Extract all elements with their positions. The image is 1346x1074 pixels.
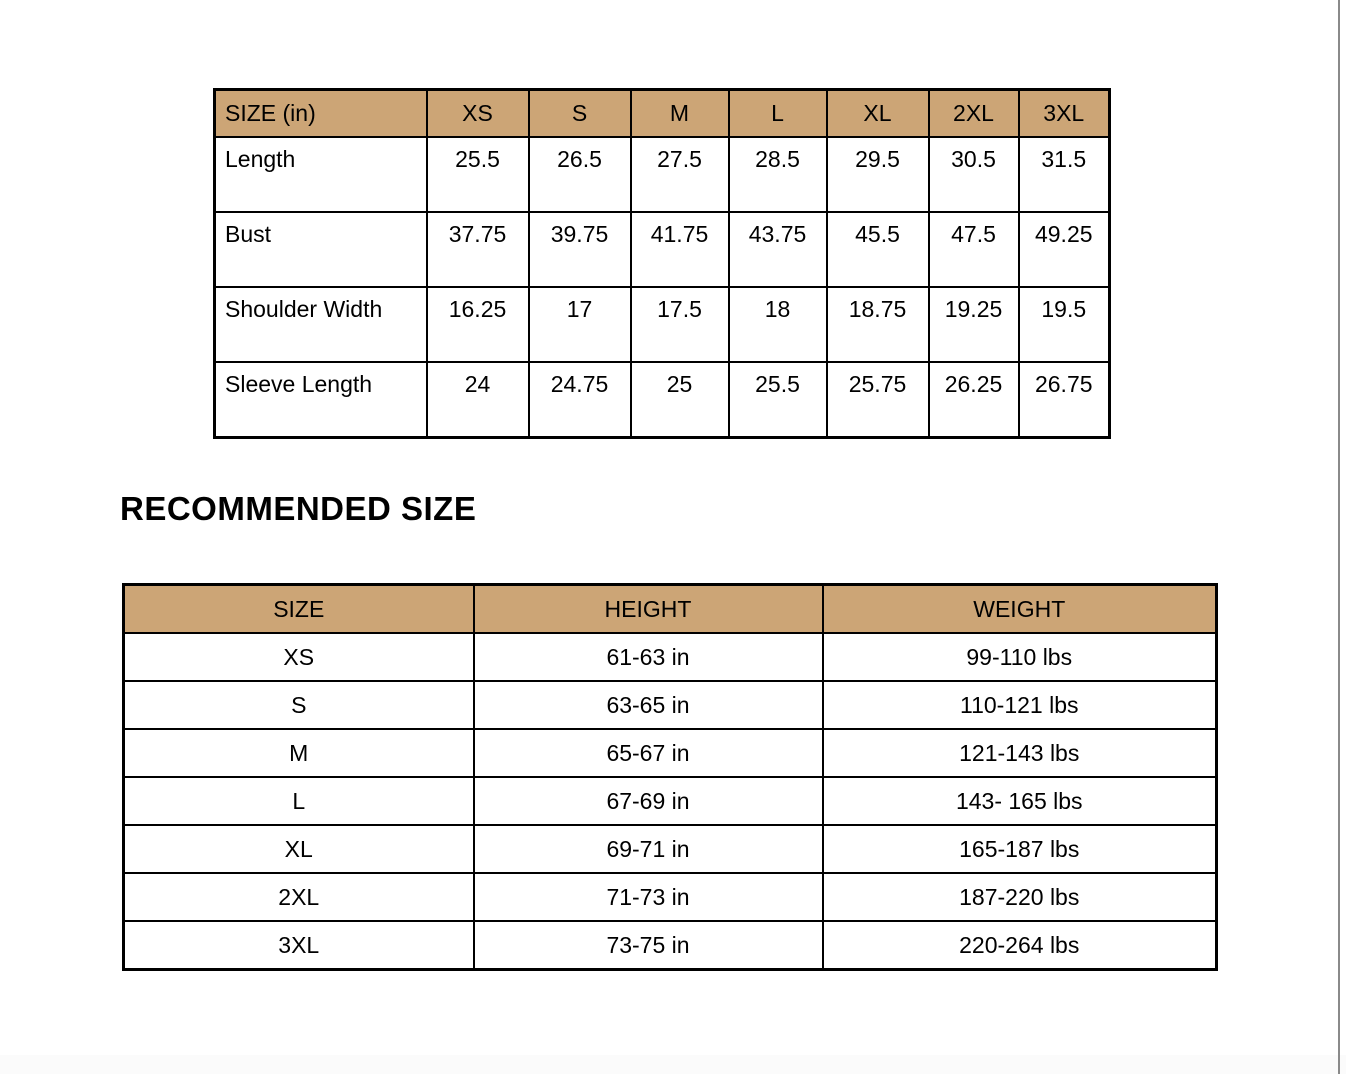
measurement-value-cell: 25.5 [729,362,827,438]
size-chart-col-header: XS [427,90,529,138]
table-row [124,777,1217,825]
measurement-value-cell: 39.75 [529,212,631,287]
measurement-value-cell: 17 [529,287,631,362]
recommended-weight-cell: 143- 165 lbs [823,777,1217,825]
recommended-height-cell: 61-63 in [474,633,823,681]
recommended-height-cell: 63-65 in [474,681,823,729]
table-row [215,212,1110,287]
measurement-value-cell: 18.75 [827,287,929,362]
size-chart-table [213,88,1111,439]
recommended-weight-cell: 220-264 lbs [823,921,1217,970]
measurement-value-cell: 19.25 [929,287,1019,362]
table-row [124,921,1217,970]
table-row [215,137,1110,212]
measurement-value-cell: 31.5 [1019,137,1110,212]
recommended-weight-cell: 165-187 lbs [823,825,1217,873]
recommended-size-cell: M [124,729,474,777]
recommended-size-cell: L [124,777,474,825]
size-chart-col-header: 2XL [929,90,1019,138]
bottom-band [0,1055,1346,1074]
recommended-height-cell: 71-73 in [474,873,823,921]
table-row [215,362,1110,438]
recommended-col-header: SIZE [124,585,474,634]
measurement-value-cell: 19.5 [1019,287,1110,362]
recommended-height-cell: 67-69 in [474,777,823,825]
measurement-value-cell: 27.5 [631,137,729,212]
size-chart-col-header: M [631,90,729,138]
table-row [124,681,1217,729]
recommended-weight-cell: 121-143 lbs [823,729,1217,777]
size-chart-col-header: 3XL [1019,90,1110,138]
recommended-weight-cell: 187-220 lbs [823,873,1217,921]
measurement-label-cell: Bust [215,212,427,287]
table-row [124,633,1217,681]
table-row [124,729,1217,777]
size-chart-col-header: SIZE (in) [215,90,427,138]
measurement-value-cell: 24 [427,362,529,438]
recommended-size-heading: RECOMMENDED SIZE [120,490,477,527]
measurement-value-cell: 28.5 [729,137,827,212]
measurement-value-cell: 26.5 [529,137,631,212]
recommended-size-table [122,583,1218,971]
measurement-value-cell: 25.5 [427,137,529,212]
measurement-value-cell: 16.25 [427,287,529,362]
measurement-label-cell: Shoulder Width [215,287,427,362]
recommended-header-row [124,585,1217,634]
measurement-value-cell: 47.5 [929,212,1019,287]
measurement-label-cell: Length [215,137,427,212]
size-chart-col-header: XL [827,90,929,138]
size-chart-header-row [215,90,1110,138]
recommended-height-cell: 73-75 in [474,921,823,970]
measurement-value-cell: 26.75 [1019,362,1110,438]
recommended-size-cell: XL [124,825,474,873]
recommended-size-cell: 2XL [124,873,474,921]
recommended-size-cell: S [124,681,474,729]
measurement-value-cell: 25 [631,362,729,438]
recommended-size-cell: 3XL [124,921,474,970]
window-edge-line [1338,0,1340,1074]
measurement-value-cell: 41.75 [631,212,729,287]
recommended-height-cell: 65-67 in [474,729,823,777]
recommended-col-header: HEIGHT [474,585,823,634]
measurement-value-cell: 29.5 [827,137,929,212]
table-row [124,825,1217,873]
measurement-value-cell: 24.75 [529,362,631,438]
recommended-height-cell: 69-71 in [474,825,823,873]
recommended-weight-cell: 99-110 lbs [823,633,1217,681]
recommended-col-header: WEIGHT [823,585,1217,634]
measurement-value-cell: 30.5 [929,137,1019,212]
measurement-label-cell: Sleeve Length [215,362,427,438]
measurement-value-cell: 37.75 [427,212,529,287]
measurement-value-cell: 25.75 [827,362,929,438]
table-row [124,873,1217,921]
measurement-value-cell: 45.5 [827,212,929,287]
measurement-value-cell: 17.5 [631,287,729,362]
size-chart-col-header: S [529,90,631,138]
measurement-value-cell: 26.25 [929,362,1019,438]
size-chart-col-header: L [729,90,827,138]
measurement-value-cell: 43.75 [729,212,827,287]
table-row [215,287,1110,362]
recommended-weight-cell: 110-121 lbs [823,681,1217,729]
measurement-value-cell: 49.25 [1019,212,1110,287]
recommended-size-cell: XS [124,633,474,681]
measurement-value-cell: 18 [729,287,827,362]
